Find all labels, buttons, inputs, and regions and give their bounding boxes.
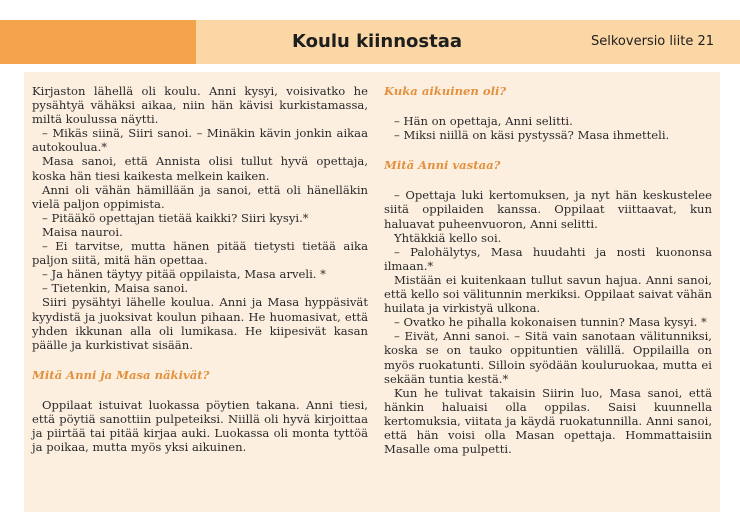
page-subtitle: Selkoversio liite 21 [591,34,714,49]
paragraph: Mistään ei kuitenkaan tullut savun hajua. Anni sanoi, että kello soi välitunnin merkiksi. Oppilaat saivat vähän huilata ja virkistyä ulkona. [384,272,712,316]
paragraph: – Tietenkin, Maisa sanoi. [42,281,189,296]
paragraph: Kirjaston lähellä oli koulu. Anni kysyi, voisivatko he pysähtyä vähäksi aikaa, niin hän kävisi kurkistamassa, miltä koulussa näytti. [32,84,368,127]
paragraph: – Ovatko he pihalla kokonaisen tunnin? Masa kysyi. * [394,315,707,330]
question-heading: Mitä Anni vastaa? [384,158,501,173]
paragraph: – Ja hänen täytyy pitää oppilaista, Masa arveli. * [42,267,326,282]
paragraph: – Opettaja luki kertomuksen, ja nyt hän keskustelee siitä oppilaiden kanssa. Oppilaat viittaavat, kun haluavat puheenvuoron, Anni selitti. [384,188,712,231]
spacer [384,172,712,188]
paragraph: – Mikäs siinä, Siiri sanoi. – Minäkin kävin jonkin aikaa autokoulua.* [32,126,368,155]
header-bar [0,20,740,64]
paragraph: Yhtäkkiä kello soi. [394,230,502,245]
spacer [384,98,712,114]
spacer [32,382,368,398]
paragraph: – Pitääkö opettajan tietää kaikki? Siiri kysyi.* [42,210,309,225]
page-title: Koulu kiinnostaa [292,31,462,52]
paragraph: – Hän on opettaja, Anni selitti. [394,114,573,129]
paragraph: Anni oli vähän hämillään ja sanoi, että oli hänelläkin vielä paljon oppimista. [32,182,368,211]
story-panel [24,72,720,512]
question-heading: Mitä Anni ja Masa näkivät? [32,367,210,382]
right-column [384,84,712,456]
spacer [32,352,368,368]
paragraph: – Miksi niillä on käsi pystyssä? Masa ihmetteli. [394,128,670,143]
paragraph: – Palohälytys, Masa huudahti ja nosti kuononsa ilmaan.* [384,244,712,273]
header-accent [0,20,196,64]
left-column [32,84,368,454]
paragraph: Masa sanoi, että Annista olisi tullut hyvä opettaja, koska hän tiesi kaikesta melkein kaiken. [32,154,368,183]
paragraph: Siiri pysähtyi lähelle koulua. Anni ja Masa hyppäsivät kyydistä ja juoksivat koulun pihaan. He huomasivat, että yhden ikkunan alla oli lumikasa. He kiipesivät kasan päälle ja kurkistivat sisään. [32,295,368,352]
paragraph: Kun he tulivat takaisin Siirin luo, Masa sanoi, että hänkin haluaisi olla oppilas. Saisi kuunnella kertomuksia, viitata ja käydä ruokatunnilla. Anni sanoi, että hän voisi olla Masan opettaja. Hommattaisiin Masalle oma pulpetti. [384,385,712,457]
paragraph: – Ei tarvitse, mutta hänen pitää tietysti tietää aika paljon siitä, mitä hän opettaa. [32,239,368,268]
spacer [384,142,712,158]
paragraph: Maisa nauroi. [42,224,123,239]
paragraph: – Eivät, Anni sanoi. – Sitä vain sanotaan välitunniksi, koska se on tauko oppituntien välillä. Oppilailla on myös ruokatunti. Silloin syödään kouluruokaa, mutta ei sekään tuntia kestä.* [384,329,712,386]
header-band [196,20,740,64]
paragraph: Oppilaat istuivat luokassa pöytien takana. Anni tiesi, että pöytiä sanottiin pulpeteiksi. Niillä oli hyvä kirjoittaa ja piirtää tai pitää kirjaa auki. Luokassa oli monta tyttöä ja poikaa, mutta myös yksi aikuinen. [32,397,368,455]
question-heading: Kuka aikuinen oli? [384,84,507,98]
